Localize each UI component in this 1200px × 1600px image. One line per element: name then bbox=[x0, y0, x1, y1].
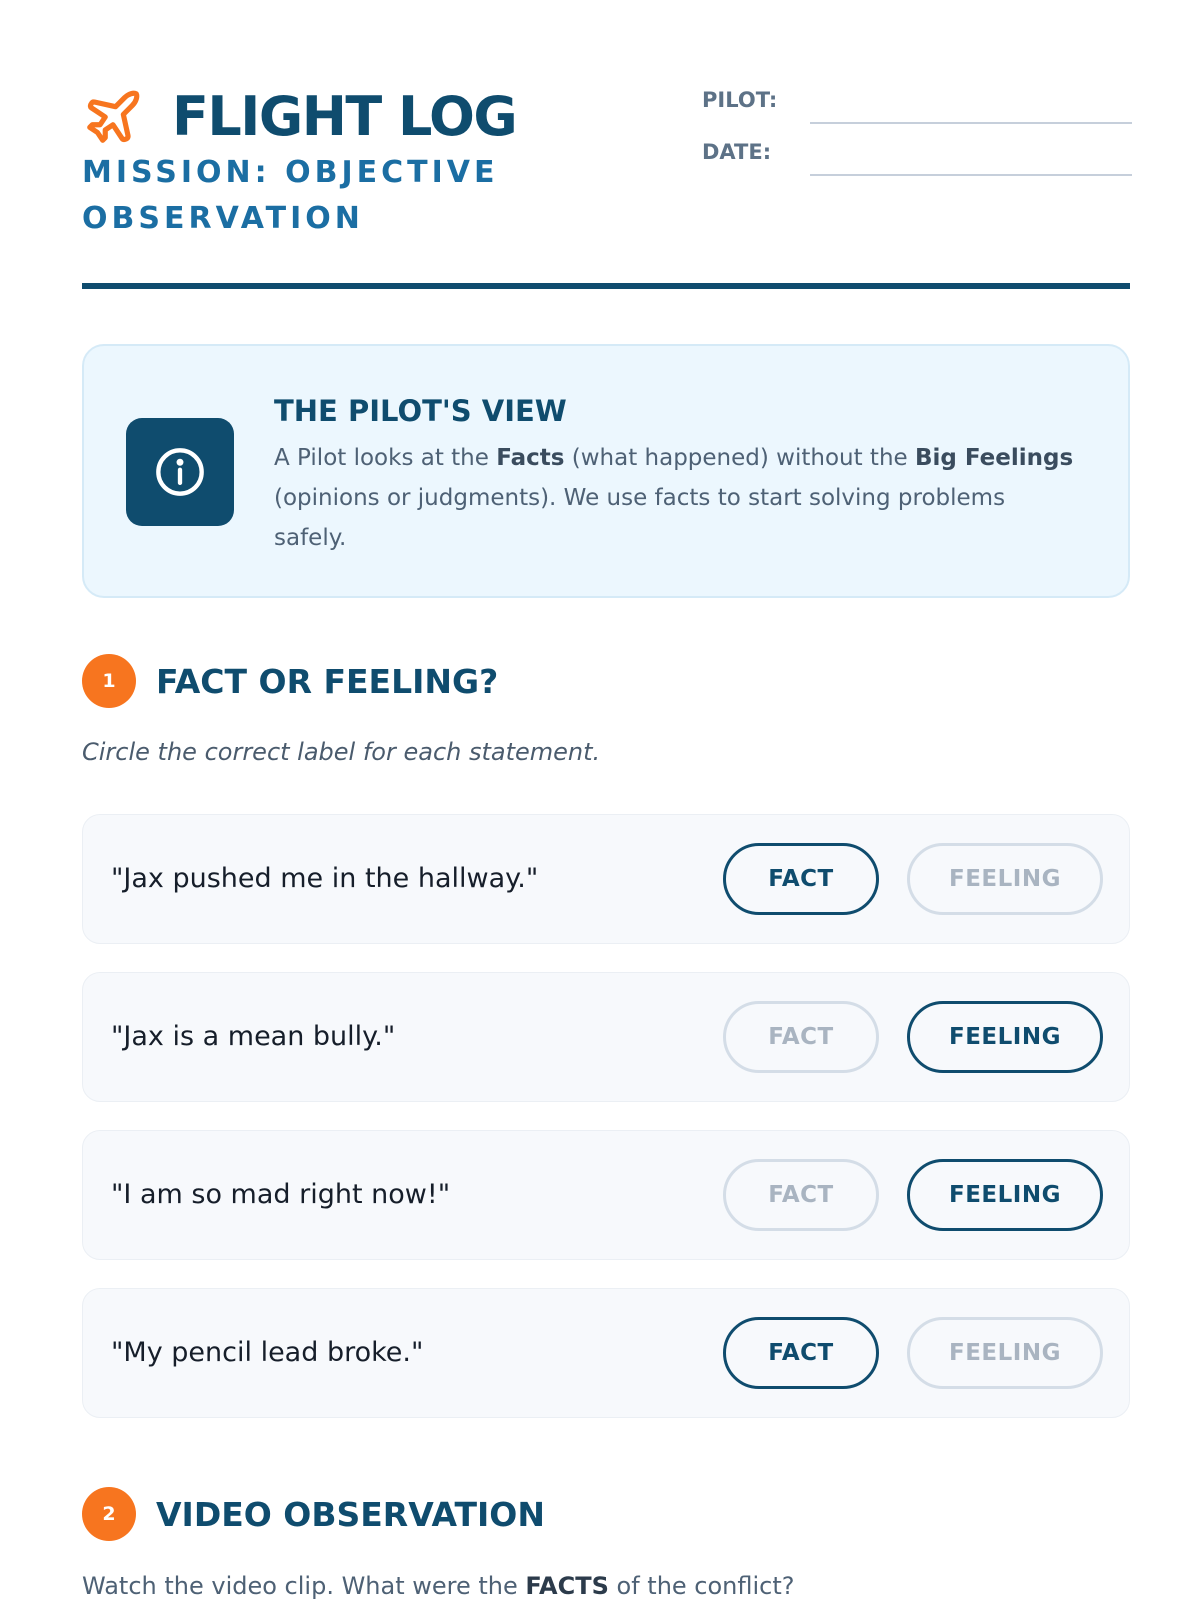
statement-row bbox=[82, 814, 1130, 944]
feeling-option[interactable]: FEELING bbox=[907, 1159, 1103, 1231]
section-1-heading bbox=[82, 654, 498, 708]
pilot-field[interactable] bbox=[702, 88, 1132, 112]
section-title: VIDEO OBSERVATION bbox=[156, 1494, 545, 1534]
logo-row bbox=[82, 86, 516, 148]
section-1-instruction: Circle the correct label for each statement. bbox=[82, 738, 601, 766]
statement-text: "I am so mad right now!" bbox=[111, 1179, 451, 1210]
statement-text: "Jax pushed me in the hallway." bbox=[111, 863, 539, 894]
date-label: DATE: bbox=[702, 140, 772, 164]
pilots-view-callout bbox=[82, 344, 1130, 598]
section-2-heading bbox=[82, 1487, 545, 1541]
section-title: FACT OR FEELING? bbox=[156, 661, 499, 701]
statement-text: "My pencil lead broke." bbox=[111, 1337, 424, 1368]
header bbox=[82, 80, 1130, 288]
info-icon bbox=[126, 418, 234, 526]
facts-emphasis: FACTS bbox=[525, 1572, 609, 1600]
pilot-input-line[interactable] bbox=[810, 122, 1132, 124]
fact-option[interactable]: FACT bbox=[723, 1159, 879, 1231]
feeling-option[interactable]: FEELING bbox=[907, 843, 1103, 915]
fact-option[interactable]: FACT bbox=[723, 1317, 879, 1389]
section-number-badge: 1 bbox=[82, 654, 136, 708]
facts-emphasis: Facts bbox=[496, 445, 565, 471]
feeling-option[interactable]: FEELING bbox=[907, 1001, 1103, 1073]
fact-option[interactable]: FACT bbox=[723, 1001, 879, 1073]
header-divider bbox=[82, 283, 1130, 289]
statement-row bbox=[82, 972, 1130, 1102]
airplane-icon bbox=[82, 86, 144, 148]
statement-text: "Jax is a mean bully." bbox=[111, 1021, 396, 1052]
callout-title: THE PILOT'S VIEW bbox=[274, 394, 567, 428]
big-feelings-emphasis: Big Feelings bbox=[914, 445, 1074, 471]
feeling-option[interactable]: FEELING bbox=[907, 1317, 1103, 1389]
pilot-label: PILOT: bbox=[702, 88, 778, 112]
statement-row bbox=[82, 1288, 1130, 1418]
callout-text: A Pilot looks at the Facts (what happened) without the Big Feelings (opinions or judgments). We use facts to start solving problems safely. bbox=[274, 445, 1074, 551]
date-input-line[interactable] bbox=[810, 174, 1132, 176]
section-2-prompt: Watch the video clip. What were the FACTS of the conflict? bbox=[82, 1572, 795, 1600]
statement-row bbox=[82, 1130, 1130, 1260]
page-title: FLIGHT LOG bbox=[172, 85, 517, 148]
section-number-badge: 2 bbox=[82, 1487, 136, 1541]
date-field[interactable] bbox=[702, 140, 1132, 164]
fact-option[interactable]: FACT bbox=[723, 843, 879, 915]
mission-subtitle: MISSION: OBJECTIVE OBSERVATION bbox=[82, 155, 499, 236]
